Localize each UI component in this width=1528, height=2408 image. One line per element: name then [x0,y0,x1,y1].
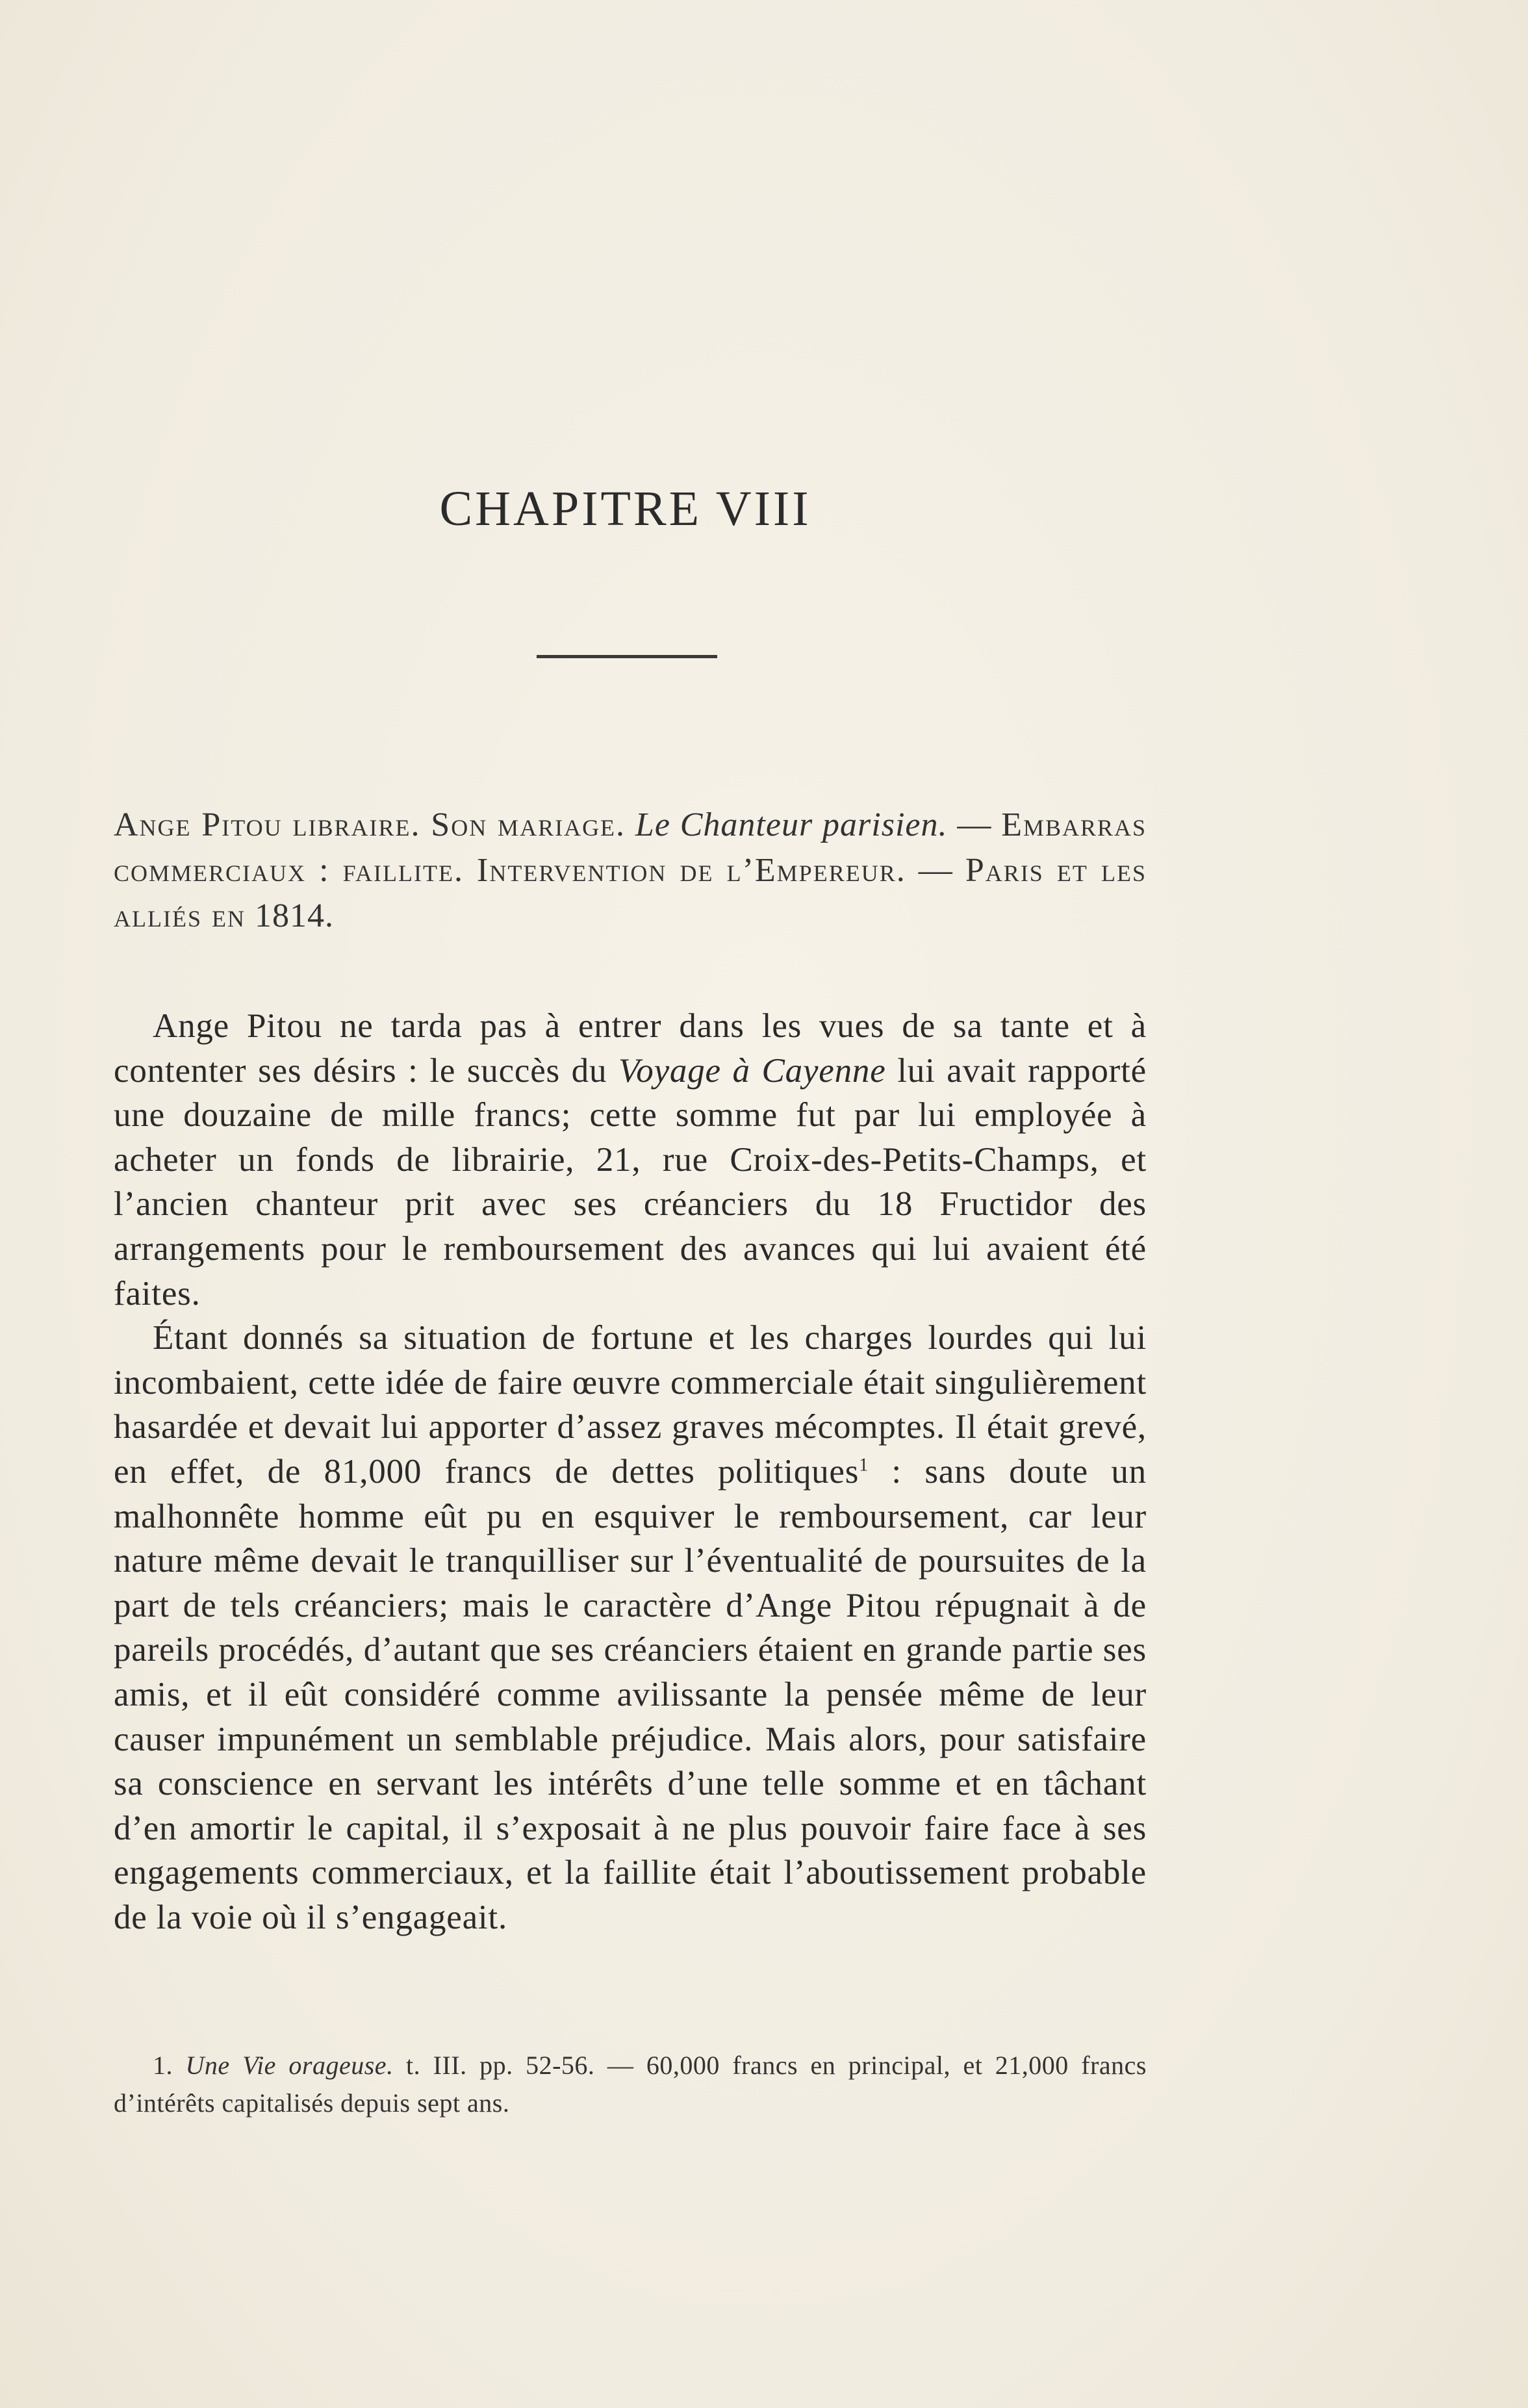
paragraph-1 [114,1004,1147,1316]
chapter-title: CHAPITRE VIII [439,481,811,536]
summary-part-3: Paris et les alliés en [114,852,1147,934]
footnote-text: t. III. pp. 52-56. — 60,000 francs en principal, et 21,000 francs d’intérêts capitalisés depuis sept ans. [114,2051,1147,2118]
paragraph-1-text-b: lui avait rapporté une douzaine de mille francs; cette somme fut par lui employée à acheter un fonds de librairie, 21, rue Croix-des-Petits-Champs, et l’ancien chanteur prit avec ses créanciers du 18 Fructidor des arrangements pour le remboursement des avances qui lui avaient été faites. [114,1051,1147,1313]
summary-dash-2: — [906,852,965,889]
footnote-reference[interactable]: 1 [859,1455,869,1476]
chapter-summary [114,802,1147,939]
summary-part-1: Ange Pitou libraire. Son mariage. [114,806,626,843]
summary-part-2: Embarras commerciaux : faillite. Intervention de l’Empereur. [114,806,1147,889]
paragraph-1-text-a: Ange Pitou ne tarda pas à entrer dans les vues de sa tante et à contenter ses désirs : le succès du [114,1007,1147,1090]
paragraph-2-text-b: : sans doute un malhonnête homme eût pu en esquiver le remboursement, car leur nature même devait le tranquilliser sur l’éventualité de poursuites de la part de tels créanciers; mais le caractère d’Ange Pitou répugnait à de pareils procédés, d’autant que ses créanciers étaient en grande partie ses amis, et il eût considéré comme avilissante la pensée même de leur causer impunément un semblable préjudice. Mais alors, pour satisfaire sa conscience en servant les intérêts d’une telle somme et en tâchant d’en amortir le capital, il s’exposait à ne plus pouvoir faire face à ses engagements commerciaux, et la faillite était l’aboutissement probable de la voie où il s’engageait. [114,1452,1147,1936]
footnote-number: 1. [153,2051,173,2080]
body-text [114,1004,1147,1940]
paragraph-1-italic: Voyage à Cayenne [618,1051,886,1090]
paragraph-2 [114,1316,1147,1940]
summary-year: 1814. [254,897,334,934]
paragraph-2-text-a: Étant donnés sa situation de fortune et les charges lourdes qui lui incombaient, cette idée de faire œuvre commerciale était singulièrement hasardée et devait lui apporter d’assez graves mécomptes. Il était grevé, en effet, de 81,000 francs de dettes politiques [114,1319,1147,1491]
footnote [114,2047,1147,2122]
summary-dash-1: — [947,806,1002,843]
summary-italic-title: Le Chanteur parisien. [635,806,948,843]
title-rule-divider [537,655,717,658]
footnote-italic-title: Une Vie orageuse. [185,2051,394,2080]
